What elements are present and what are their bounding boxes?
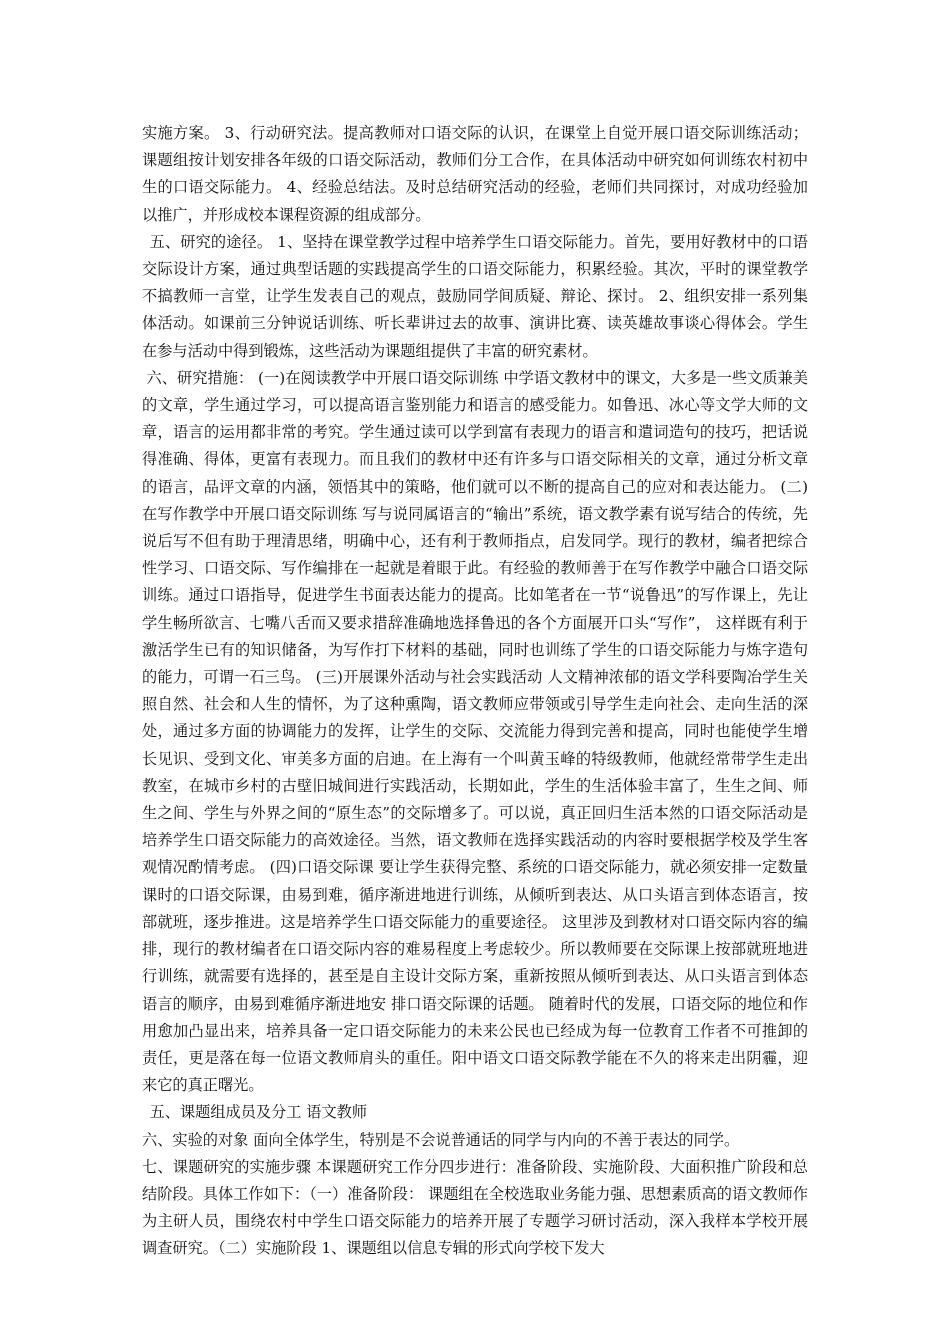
paragraph-research-measures: 六、研究措施： (一)在阅读教学中开展口语交际训练 中学语文教材中的课文，大多是一些文质兼美的文章，学生通过学习，可以提高语言鉴别能力和语言的感受能力。如鲁迅、冰心等文学大师的文章，语言的运用都非常的考究。学生通过读可以学到富有表现力的语言和遣词造句的技巧，把话说得准确、得体，更富有表现力。而且我们的教材中还有许多与口语交际相关的文章，通过分析文章的语言，品评文章的内涵，领悟其中的策略，他们就可以不断的提高自己的应对和表达能力。 (二)在写作教学中开展口语交际训练 写与说同属语言的“输出”系统，语文教学素有说写结合的传统，先说后写不但有助于理清思绪，明确中心，还有利于教师指点，启发同学。现行的教材，编者把综合性学习、口语交际、写作编排在一起就是着眼于此。有经验的教师善于在写作教学中融合口语交际训练。通过口语指导，促进学生书面表达能力的提高。比如笔者在一节“说鲁迅”的写作课上，先让学生畅所欲言、七嘴八舌而又要求措辞准确地选择鲁迅的各个方面展开口头“写作”， 这样既有利于激活学生已有的知识储备，为写作打下材料的基础，同时也训练了学生的口语交际能力与炼字造句的能力，可谓一石三鸟。 (三)开展课外活动与社会实践活动 人文精神浓郁的语文学科要陶冶学生关照自然、社会和人生的情怀，为了这种熏陶，语文教师应带领或引导学生走向社会、走向生活的深处，通过多方面的协调能力的发挥，让学生的交际、交流能力得到完善和提高，同时也能使学生增长见识、受到文化、审美多方面的启迪。在上海有一个叫黄玉峰的特级教师，他就经常带学生走出教室，在城市乡村的古壁旧城间进行实践活动，长期如此，学生的生活体验丰富了，生生之间、师生之间、学生与外界之间的“原生态”的交际增多了。可以说，真正回归生活本然的口语交际活动是培养学生口语交际能力的高效途径。当然，语文教师在选择实践活动的内容时要根据学校及学生客观情况酌情考虑。 (四)口语交际课 要让学生获得完整、系统的口语交际能力，就必须安排一定数量课时的口语交际课，由易到难，循序渐进地进行训练，从倾听到表达、从口头语言到体态语言，按部就班，逐步推进。这是培养学生口语交际能力的重要途径。 这里涉及到教材对口语交际内容的编排，现行的教材编者在口语交际内容的难易程度上考虑较少。所以教师要在交际课上按部就班地进行训练，就需要有选择的，甚至是自主设计交际方案，重新按照从倾听到表达、从口头语言到体态语言的顺序，由易到难循序渐进地安 排口语交际课的话题。 随着时代的发展，口语交际的地位和作用愈加凸显出来，培养具备一定口语交际能力的未来公民也已经成为每一位教育工作者不可推卸的责任，更是落在每一位语文教师肩头的重任。阳中语文口语交际教学能在不久的将来走出阴霾，迎来它的真正曙光。 bbox=[142, 368, 808, 1095]
paragraph-research-approach: 五、研究的途径。 1、坚持在课堂教学过程中培养学生口语交际能力。首先，要用好教材中的口语交际设计方案，通过典型话题的实践提高学生的口语交际能力，积累经验。其次，平时的课堂教学不搞教师一言堂，让学生发表自己的观点，鼓励同学间质疑、辩论、探讨。 2、组织安排一系列集体活动。如课前三分钟说话训练、听长辈讲过去的故事、演讲比赛、读英雄故事谈心得体会。学生在参与活动中得到锻炼，这些活动为课题组提供了丰富的研究素材。 bbox=[142, 232, 808, 360]
document-body bbox=[142, 120, 808, 1263]
paragraph-implementation-steps: 七、课题研究的实施步骤 本课题研究工作分四步进行：准备阶段、实施阶段、大面积推广阶段和总结阶段。具体工作如下：（一）准备阶段： 课题组在全校选取业务能力强、思想素质高的语文教师作为主研人员，围绕农村中学生口语交际能力的培养开展了专题学习研讨活动，深入我样本学校开展调查研究。（二）实施阶段 1、课题组以信息专辑的形式向学校下发大 bbox=[142, 1157, 808, 1258]
paragraph-team-members: 五、课题组成员及分工 语文教师 bbox=[149, 1103, 368, 1122]
paragraph-experiment-subjects: 六、实验的对象 面向全体学生，特别是不会说普通话的同学与内向的不善于表达的同学。 bbox=[142, 1130, 740, 1149]
paragraph-methods: 实施方案。 3、行动研究法。提高教师对口语交际的认识，在课堂上自觉开展口语交际训练活动；课题组按计划安排各年级的口语交际活动，教师们分工合作，在具体活动中研究如何训练农村初中生的口语交际能力。 4、经验总结法。及时总结研究活动的经验，老师们共同探讨，对成功经验加以推广，并形成校本课程资源的组成部分。 bbox=[142, 124, 808, 224]
